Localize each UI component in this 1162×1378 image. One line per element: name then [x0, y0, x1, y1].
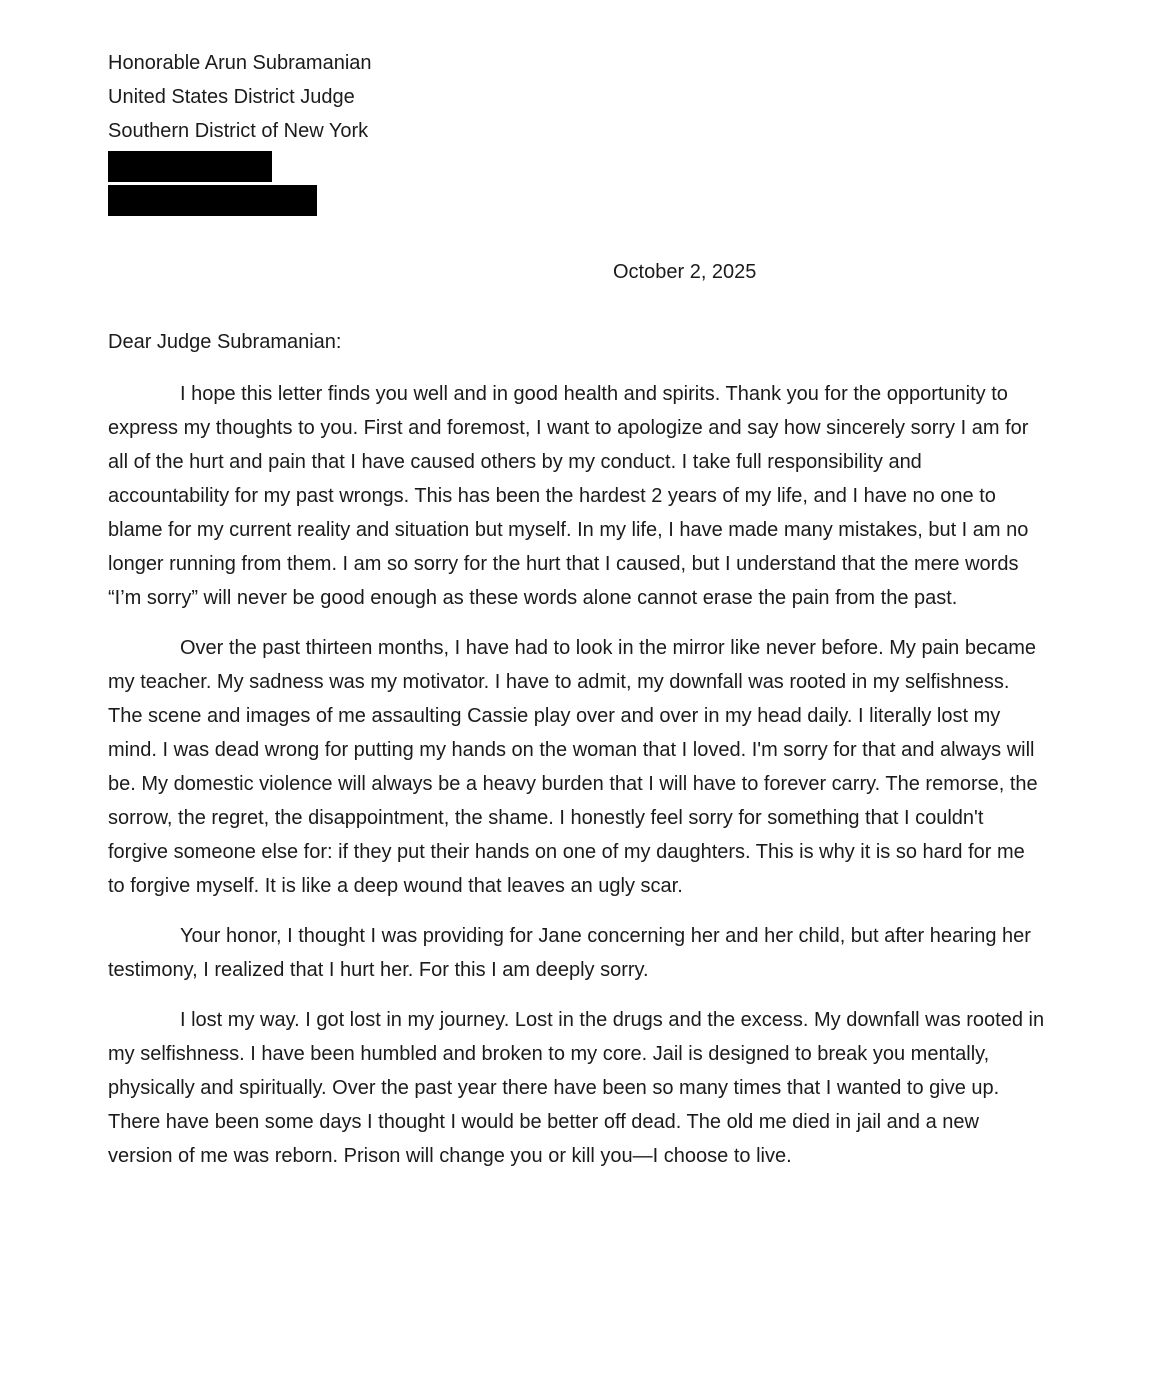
recipient-name: Honorable Arun Subramanian — [108, 52, 372, 74]
letter-date: October 2, 2025 — [613, 261, 757, 283]
recipient-block — [108, 46, 1046, 216]
salutation: Dear Judge Subramanian: — [108, 331, 342, 353]
recipient-title: United States District Judge — [108, 86, 355, 108]
paragraph-reflection: Over the past thirteen months, I have had to look in the mirror like never before. My pain became my teacher. My sadness was my motivator. I have to admit, my downfall was rooted in my selfishness. The scene and images of me assaulting Cassie play over and over in my head daily. I literally lost my mind. I was dead wrong for putting my hands on the woman that I loved. I'm sorry for that and always will be. My domestic violence will always be a heavy burden that I will have to forever carry. The remorse, the sorrow, the regret, the disappointment, the shame. I honestly feel sorry for something that I couldn't forgive someone else for: if they put their hands on one of my daughters. This is why it is so hard for me to forgive myself. It is like a deep wound that leaves an ugly scar. — [108, 637, 1038, 897]
paragraph-apology: I hope this letter finds you well and in good health and spirits. Thank you for the opportunity to express my thoughts to you. First and foremost, I want to apologize and say how sincerely sorry I am for all of the hurt and pain that I have caused others by my conduct. I take full responsibility and accountability for my past wrongs. This has been the hardest 2 years of my life, and I have no one to blame for my current reality and situation but myself. In my life, I have made many mistakes, but I am no longer running from them. I am so sorry for the hurt that I caused, but I understand that the mere words “I’m sorry” will never be good enough as these words alone cannot erase the pain from the past. — [108, 383, 1029, 609]
paragraph-lost-my-way: I lost my way. I got lost in my journey. Lost in the drugs and the excess. My downfall was rooted in my selfishness. I have been humbled and broken to my core. Jail is designed to break you mentally, physically and spiritually. Over the past year there have been so many times that I wanted to give up. There have been some days I thought I would be better off dead. The old me died in jail and a new version of me was reborn. Prison will change you or kill you—I choose to live. — [108, 1009, 1045, 1167]
recipient-district: Southern District of New York — [108, 120, 369, 142]
letter-content — [108, 46, 1046, 1189]
redaction-bar-2 — [108, 185, 317, 216]
redaction-bar-1 — [108, 151, 272, 182]
paragraph-jane: Your honor, I thought I was providing for Jane concerning her and her child, but after hearing her testimony, I realized that I hurt her. For this I am deeply sorry. — [108, 925, 1031, 981]
